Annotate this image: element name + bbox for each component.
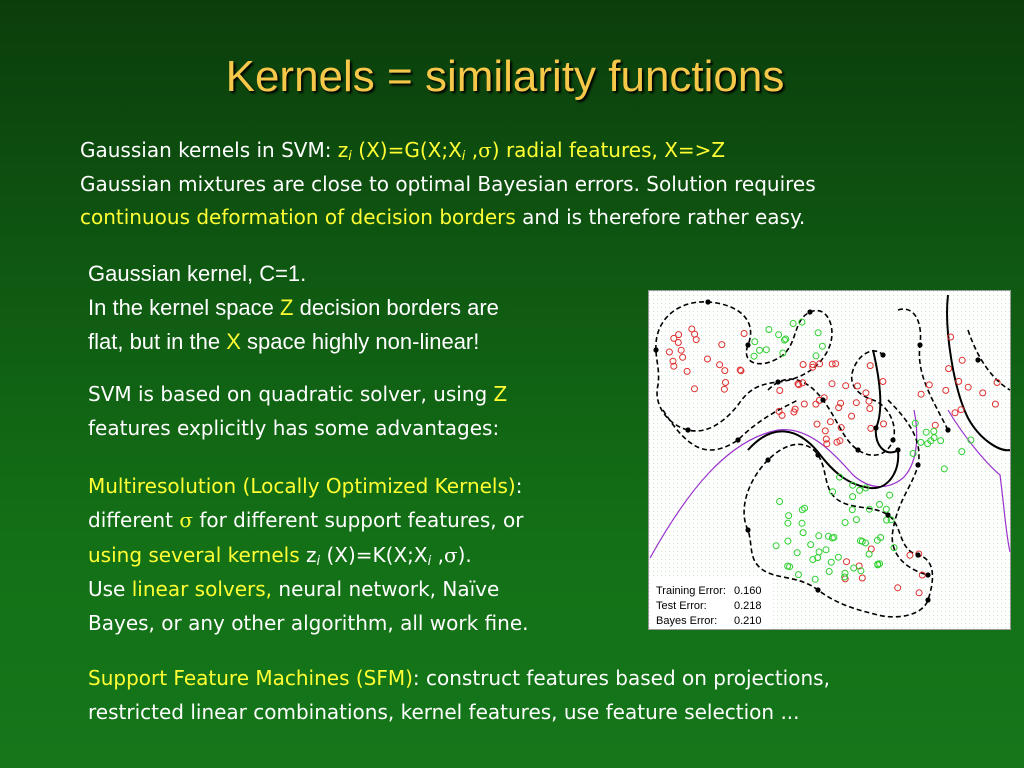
plot-canvas (648, 290, 1011, 630)
kernel-line-3: flat, but in the X space highly non-linear! (88, 329, 480, 354)
support-vector-point (880, 352, 885, 357)
support-vector-point (815, 452, 820, 457)
support-vector-point (945, 427, 950, 432)
bayes-error-value: 0.210 (734, 615, 762, 627)
support-vector-point (775, 379, 780, 384)
test-error-value: 0.218 (734, 600, 762, 612)
test-error-label: Test Error: (656, 600, 707, 612)
svm-decision-plot (648, 290, 1011, 630)
support-vector-point (745, 342, 750, 347)
intro-line-1: Gaussian kernels in SVM: $z_i$ $(X)=G(X;X_i$ ,σ) radial features, X=>Z (80, 138, 726, 164)
kernel-line-1: Gaussian kernel, C=1. (88, 261, 307, 286)
multi-line-2: different σ for different support features, or (88, 508, 524, 532)
support-vector-point (855, 447, 860, 452)
multi-line-1: Multiresolution (Locally Optimized Kernels): (88, 474, 523, 498)
slide-title: Kernels = similarity functions (225, 52, 785, 101)
support-vector-point (807, 309, 812, 314)
support-vector-point (745, 527, 750, 532)
training-error-label: Training Error: (656, 585, 726, 597)
support-vector-point (705, 299, 710, 304)
svm-line-2: features explicitly has some advantages: (88, 416, 500, 440)
support-vector-point (925, 597, 930, 602)
support-vector-point (895, 447, 900, 452)
bayes-error-label: Bayes Error: (656, 615, 718, 627)
multi-line-5: Bayes, or any other algorithm, all work fine. (88, 611, 529, 635)
support-vector-point (915, 462, 920, 467)
sigma-symbol: σ (443, 543, 458, 567)
multi-line-3: using several kernels $z_i$ $(X)=K(X;X_i$ ,σ). (88, 543, 472, 569)
support-vector-point (685, 427, 690, 432)
intro-line-2: Gaussian mixtures are close to optimal Bayesian errors. Solution requires (80, 172, 816, 196)
support-vector-point (873, 425, 878, 430)
sfm-line-2: restricted linear combinations, kernel features, use feature selection ... (88, 700, 800, 724)
support-vector-point (653, 347, 658, 352)
svm-line-1: SVM is based on quadratic solver, using Z (88, 382, 508, 406)
sigma-symbol: σ (179, 508, 193, 532)
multi-line-4: Use linear solvers, neural network, Naïve (88, 577, 500, 601)
support-vector-point (917, 342, 922, 347)
kernel-line-2: In the kernel space Z decision borders are (88, 295, 499, 320)
intro-line-3: continuous deformation of decision borders and is therefore rather easy. (80, 205, 806, 229)
sigma-symbol: σ (478, 138, 492, 162)
support-vector-point (925, 572, 930, 577)
support-vector-point (765, 457, 770, 462)
support-vector-point (915, 552, 920, 557)
support-vector-point (890, 437, 895, 442)
support-vector-point (975, 357, 980, 362)
support-vector-point (820, 397, 825, 402)
support-vector-point (885, 512, 890, 517)
support-vector-point (815, 587, 820, 592)
sfm-line-1: Support Feature Machines (SFM): construct features based on projections, (88, 666, 830, 690)
training-error-value: 0.160 (734, 585, 762, 597)
support-vector-point (735, 437, 740, 442)
